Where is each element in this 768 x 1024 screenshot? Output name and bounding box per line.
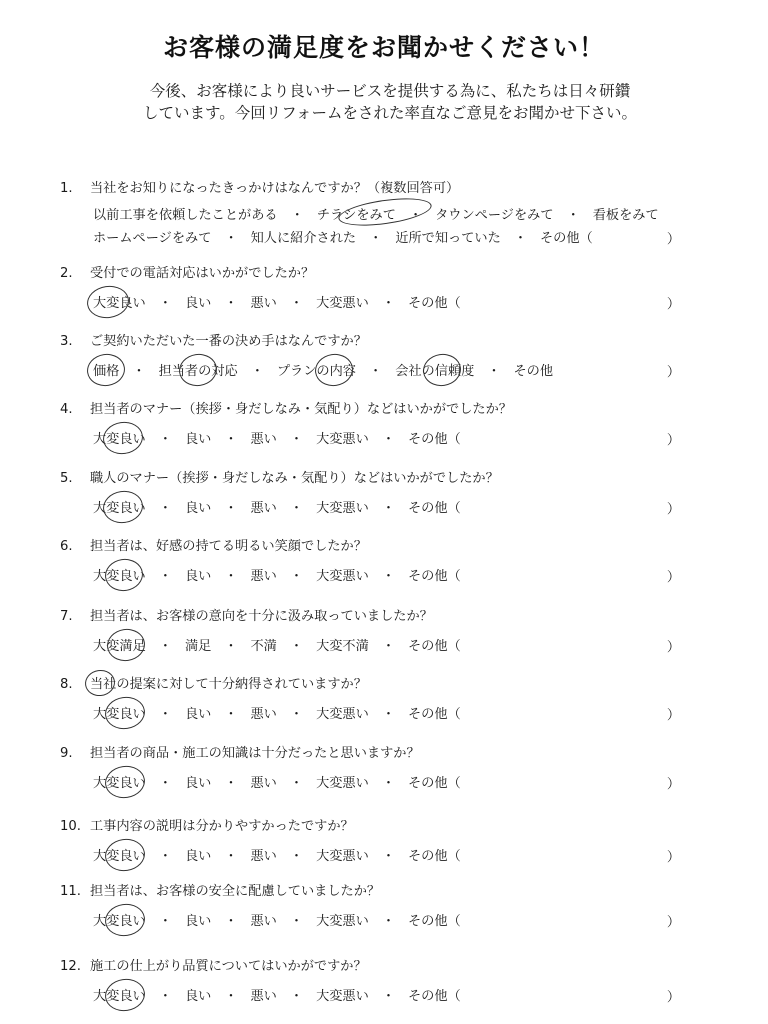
- separator: ・: [381, 296, 395, 311]
- option-good[interactable]: 良い: [184, 569, 212, 584]
- question-number: 6.: [60, 539, 73, 554]
- question-number: 10.: [60, 819, 81, 834]
- separator: ・: [369, 364, 383, 379]
- separator: ・: [224, 231, 238, 246]
- separator: ・: [381, 776, 395, 791]
- option-other[interactable]: その他（: [408, 501, 461, 516]
- option-townpage[interactable]: タウンページをみて: [435, 208, 554, 223]
- question-text: 担当者は、お客様の安全に配慮していましたか？: [90, 884, 381, 899]
- option-very-bad[interactable]: 大変悪い: [316, 569, 369, 584]
- separator: ・: [381, 501, 395, 516]
- separator: ・: [158, 296, 172, 311]
- option-nearby[interactable]: 近所で知っていた: [395, 231, 501, 246]
- question-text: 工事内容の説明は分かりやすかったですか？: [90, 819, 354, 834]
- question-7: [60, 605, 710, 655]
- option-good[interactable]: 良い: [184, 776, 212, 791]
- option-other[interactable]: その他（: [408, 569, 461, 584]
- options-row: [93, 360, 710, 380]
- separator: ・: [158, 639, 172, 654]
- option-very-good[interactable]: 大変良い: [93, 501, 146, 516]
- close-paren: ）: [666, 570, 680, 585]
- question-12: [60, 955, 710, 1005]
- question-number: 11.: [60, 884, 81, 899]
- separator: ・: [289, 707, 304, 722]
- option-bad[interactable]: 悪い: [250, 296, 277, 311]
- close-paren: ）: [666, 850, 680, 865]
- separator: ・: [381, 569, 395, 584]
- question-8: [60, 673, 710, 723]
- question-text: 担当者のマナー（挨拶・身だしなみ・気配り）などはいかがでしたか？: [90, 402, 512, 417]
- close-paren: ）: [666, 777, 680, 792]
- option-good[interactable]: 良い: [184, 501, 212, 516]
- options-row: [93, 910, 710, 930]
- option-other[interactable]: その他: [513, 364, 554, 379]
- close-paren: ）: [666, 297, 680, 312]
- separator: ・: [290, 208, 304, 223]
- option-bad[interactable]: 悪い: [250, 849, 277, 864]
- question-number: 1.: [60, 181, 73, 196]
- option-good[interactable]: 良い: [184, 989, 212, 1004]
- option-very-bad[interactable]: 大変悪い: [316, 776, 369, 791]
- option-previous-work[interactable]: 以前工事を依頼したことがある: [93, 208, 278, 223]
- option-unsatisfied[interactable]: 不満: [250, 639, 277, 654]
- options-row: [93, 428, 710, 448]
- close-paren: ）: [666, 502, 680, 517]
- option-very-good[interactable]: 大変良い: [93, 707, 146, 722]
- close-paren: ）: [666, 990, 680, 1005]
- question-number: 7.: [60, 609, 73, 624]
- option-very-unsatisfied[interactable]: 大変不満: [316, 639, 369, 654]
- options-row: [93, 845, 710, 865]
- question-3: [60, 330, 710, 380]
- option-other[interactable]: その他（: [408, 914, 461, 929]
- separator: ・: [381, 989, 395, 1004]
- separator: ・: [224, 569, 238, 584]
- close-paren: ）: [666, 433, 680, 448]
- question-text: 職人のマナー（挨拶・身だしなみ・気配り）などはいかがでしたか？: [90, 471, 499, 486]
- option-other[interactable]: その他（: [408, 707, 461, 722]
- separator: ・: [289, 849, 304, 864]
- option-bad[interactable]: 悪い: [250, 914, 277, 929]
- separator: ・: [289, 989, 304, 1004]
- separator: ・: [224, 296, 238, 311]
- separator: ・: [224, 849, 238, 864]
- question-number: 8.: [60, 677, 73, 692]
- option-signboard[interactable]: 看板をみて: [592, 208, 659, 223]
- option-very-bad[interactable]: 大変悪い: [316, 989, 369, 1004]
- option-very-bad[interactable]: 大変悪い: [316, 432, 369, 447]
- options-row: [93, 292, 710, 312]
- separator: ・: [381, 432, 395, 447]
- option-very-bad[interactable]: 大変悪い: [316, 849, 369, 864]
- option-very-good[interactable]: 大変良い: [93, 989, 146, 1004]
- separator: ・: [513, 231, 527, 246]
- option-good[interactable]: 良い: [184, 914, 212, 929]
- question-11: [60, 880, 710, 930]
- separator: ・: [132, 364, 146, 379]
- option-very-good[interactable]: 大変良い: [93, 569, 146, 584]
- option-other[interactable]: その他（: [408, 639, 461, 654]
- question-number: 2.: [60, 266, 73, 281]
- question-9: [60, 742, 710, 792]
- separator: ・: [224, 914, 238, 929]
- option-reliability[interactable]: 会社の信頼度: [395, 364, 475, 379]
- option-very-good[interactable]: 大変良い: [93, 849, 146, 864]
- option-other[interactable]: その他（: [408, 849, 461, 864]
- separator: ・: [158, 849, 172, 864]
- separator: ・: [224, 432, 238, 447]
- option-very-bad[interactable]: 大変悪い: [316, 707, 369, 722]
- option-staff-response[interactable]: 担当者の対応: [158, 364, 238, 379]
- question-number: 12.: [60, 959, 81, 974]
- intro-line-1: 今後、お客様により良いサービスを提供する為に、私たちは日々研鑽: [149, 82, 631, 100]
- options-row: [93, 565, 710, 585]
- question-number: 3.: [60, 334, 73, 349]
- close-paren: ）: [666, 232, 680, 247]
- option-very-good[interactable]: 大変良い: [93, 914, 146, 929]
- options-row: [93, 772, 710, 792]
- separator: ・: [289, 569, 304, 584]
- intro-line-2: しています。今回リフォームをされた率直なご意見をお聞かせ下さい。: [143, 104, 637, 122]
- question-number: 4.: [60, 402, 73, 417]
- option-other[interactable]: その他（: [408, 296, 461, 311]
- option-bad[interactable]: 悪い: [250, 776, 277, 791]
- separator: ・: [224, 501, 238, 516]
- question-number: 9.: [60, 746, 73, 761]
- option-other[interactable]: その他（: [408, 776, 461, 791]
- options-row: [93, 985, 710, 1005]
- separator: ・: [381, 707, 395, 722]
- option-good[interactable]: 良い: [184, 296, 212, 311]
- separator: ・: [158, 707, 172, 722]
- option-flyer[interactable]: チラシをみて: [316, 208, 396, 223]
- separator: ・: [289, 776, 304, 791]
- option-other[interactable]: その他（: [540, 231, 593, 246]
- separator: ・: [289, 914, 304, 929]
- separator: ・: [224, 639, 238, 654]
- option-other[interactable]: その他（: [408, 989, 461, 1004]
- separator: ・: [289, 296, 304, 311]
- page-title: お客様の満足度をお聞かせください！: [162, 33, 605, 62]
- option-bad[interactable]: 悪い: [250, 501, 277, 516]
- question-text: 受付での電話対応はいかがでしたか？: [90, 266, 315, 281]
- question-1: [60, 177, 710, 245]
- options-row: [93, 635, 710, 655]
- separator: ・: [250, 364, 264, 379]
- question-text: 担当者は、好感の持てる明るい笑顔でしたか？: [90, 539, 367, 554]
- option-bad[interactable]: 悪い: [250, 989, 277, 1004]
- option-very-satisfied[interactable]: 大変満足: [93, 639, 146, 654]
- separator: ・: [289, 432, 304, 447]
- separator: ・: [289, 639, 304, 654]
- separator: ・: [224, 776, 238, 791]
- close-paren: ）: [666, 915, 680, 930]
- question-4: [60, 398, 710, 448]
- separator: ・: [158, 432, 172, 447]
- options-row-1: [93, 204, 710, 222]
- separator: ・: [224, 989, 238, 1004]
- option-very-bad[interactable]: 大変悪い: [316, 501, 369, 516]
- option-good[interactable]: 良い: [184, 432, 212, 447]
- option-satisfied[interactable]: 満足: [184, 639, 212, 654]
- option-price[interactable]: 価格: [93, 364, 120, 379]
- question-5: [60, 467, 710, 517]
- separator: ・: [158, 776, 172, 791]
- separator: ・: [158, 569, 172, 584]
- question-text: 施工の仕上がり品質についてはいかがですか？: [90, 959, 367, 974]
- separator: ・: [158, 914, 172, 929]
- option-very-good[interactable]: 大変良い: [93, 776, 146, 791]
- question-6: [60, 535, 710, 585]
- option-very-bad[interactable]: 大変悪い: [316, 914, 369, 929]
- separator: ・: [381, 849, 395, 864]
- option-very-good[interactable]: 大変良い: [93, 432, 146, 447]
- question-number: 5.: [60, 471, 73, 486]
- question-text: 担当者の商品・施工の知識は十分だったと思いますか？: [90, 746, 420, 761]
- separator: ・: [381, 914, 395, 929]
- close-paren: ）: [666, 640, 680, 655]
- separator: ・: [224, 707, 238, 722]
- close-paren: ）: [666, 365, 680, 380]
- option-plan[interactable]: プランの内容: [276, 364, 356, 379]
- question-text: 担当者は、お客様の意向を十分に汲み取っていましたか？: [90, 609, 433, 624]
- option-bad[interactable]: 悪い: [250, 707, 277, 722]
- separator: ・: [158, 501, 172, 516]
- option-good[interactable]: 良い: [184, 707, 212, 722]
- question-text: 当社の提案に対して十分納得されていますか？: [90, 677, 367, 692]
- option-bad[interactable]: 悪い: [250, 569, 277, 584]
- separator: ・: [289, 501, 304, 516]
- question-10: [60, 815, 710, 865]
- option-good[interactable]: 良い: [184, 849, 212, 864]
- separator: ・: [487, 364, 501, 379]
- option-very-good[interactable]: 大変良い: [93, 296, 146, 311]
- question-text: ご契約いただいた一番の決め手はなんですか？: [90, 334, 367, 349]
- option-other[interactable]: その他（: [408, 432, 461, 447]
- separator: ・: [408, 208, 423, 223]
- option-bad[interactable]: 悪い: [250, 432, 277, 447]
- intro-text: [70, 80, 710, 124]
- option-referral[interactable]: 知人に紹介された: [250, 231, 357, 246]
- option-homepage[interactable]: ホームページをみて: [93, 231, 212, 246]
- separator: ・: [369, 231, 383, 246]
- separator: ・: [158, 989, 172, 1004]
- question-text: 当社をお知りになったきっかけはなんですか？（複数回答可）: [90, 181, 460, 196]
- separator: ・: [381, 639, 395, 654]
- options-row: [93, 703, 710, 723]
- question-2: [60, 262, 710, 312]
- options-row: [93, 497, 710, 517]
- option-very-bad[interactable]: 大変悪い: [316, 296, 369, 311]
- separator: ・: [566, 208, 580, 223]
- close-paren: ）: [666, 708, 680, 723]
- options-row-2: [93, 227, 710, 245]
